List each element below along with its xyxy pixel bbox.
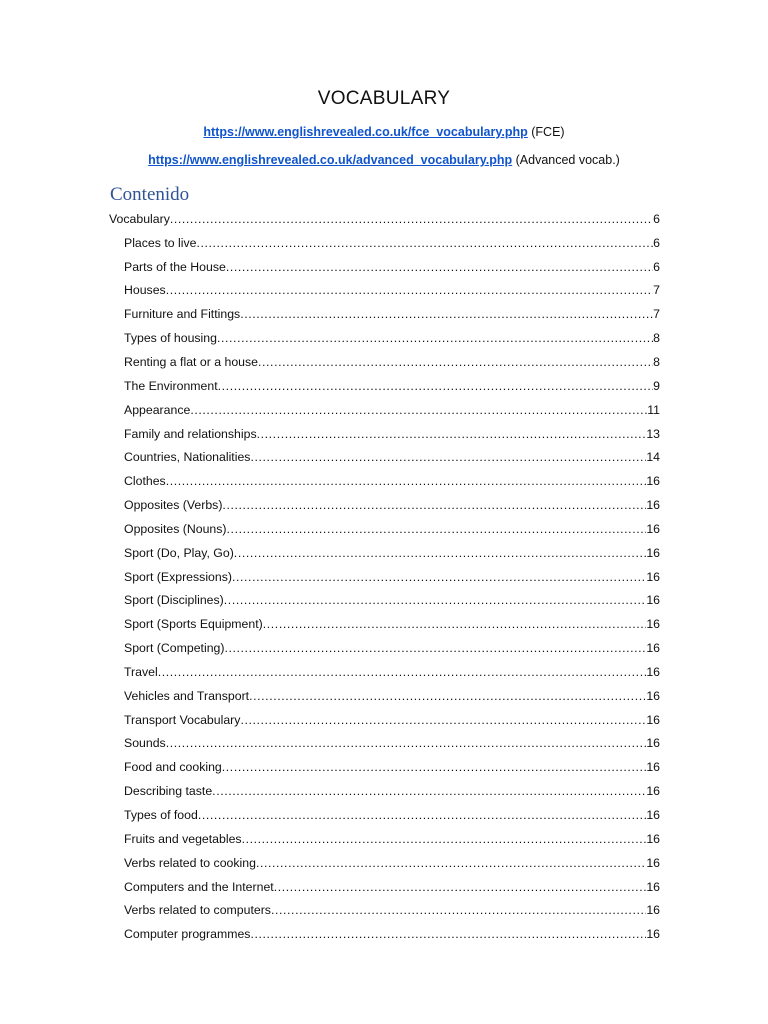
toc-entry-page-number: 6 <box>653 211 660 226</box>
toc-entry-label: Types of food <box>124 808 198 823</box>
toc-entry-label: Sport (Expressions) <box>124 569 232 584</box>
toc-leader-dots <box>217 331 653 345</box>
toc-entry[interactable] <box>109 875 660 899</box>
toc-leader-dots <box>250 450 646 464</box>
toc-leader-dots <box>240 307 653 321</box>
toc-entry[interactable] <box>109 660 660 684</box>
toc-entry-page-number: 16 <box>646 831 660 846</box>
fce-vocabulary-link[interactable]: https://www.englishrevealed.co.uk/fce_vocabulary.php <box>203 125 528 139</box>
toc-entry-page-number: 16 <box>646 855 660 870</box>
toc-entry-label: Sport (Do, Play, Go) <box>124 545 234 560</box>
toc-entry-page-number: 7 <box>653 283 660 298</box>
toc-entry[interactable] <box>109 708 660 732</box>
toc-entry-label: Verbs related to computers <box>124 903 271 918</box>
toc-entry-label: Sport (Sports Equipment) <box>124 617 263 632</box>
toc-entry[interactable] <box>109 803 660 827</box>
toc-entry[interactable] <box>109 398 660 422</box>
toc-leader-dots <box>170 212 653 226</box>
toc-entry[interactable] <box>109 922 660 946</box>
toc-leader-dots <box>222 498 646 512</box>
toc-entry-page-number: 16 <box>646 664 660 679</box>
toc-entry[interactable] <box>109 279 660 303</box>
toc-entry[interactable] <box>109 541 660 565</box>
toc-leader-dots <box>250 927 646 941</box>
toc-entry-page-number: 14 <box>646 450 660 465</box>
toc-entry-label: Countries, Nationalities <box>124 450 251 465</box>
toc-leader-dots <box>240 713 646 727</box>
toc-leader-dots <box>257 427 647 441</box>
toc-entry-page-number: 16 <box>646 903 660 918</box>
document-title: VOCABULARY <box>317 88 451 109</box>
toc-entry-page-number: 16 <box>646 736 660 751</box>
toc-leader-dots <box>234 546 647 560</box>
toc-entry-label: Sport (Disciplines) <box>124 593 224 608</box>
toc-entry-page-number: 13 <box>646 426 660 441</box>
toc-entry-page-number: 16 <box>646 474 660 489</box>
toc-entry[interactable] <box>109 231 660 255</box>
toc-entry-label: Food and cooking <box>124 760 222 775</box>
toc-leader-dots <box>158 665 647 679</box>
toc-entry-label: Verbs related to cooking <box>124 855 256 870</box>
toc-leader-dots <box>166 283 653 297</box>
toc-leader-dots <box>224 593 647 607</box>
toc-entry-page-number: 6 <box>653 259 660 274</box>
toc-entry[interactable] <box>109 827 660 851</box>
toc-entry-page-number: 16 <box>646 760 660 775</box>
link-line-advanced <box>0 153 768 167</box>
toc-leader-dots <box>190 403 647 417</box>
link-suffix: (Advanced vocab.) <box>512 153 620 167</box>
toc-entry[interactable] <box>109 326 660 350</box>
toc-entry-label: Fruits and vegetables <box>124 831 242 846</box>
toc-entry[interactable] <box>109 612 660 636</box>
toc-entry-page-number: 8 <box>653 354 660 369</box>
toc-entry[interactable] <box>109 779 660 803</box>
toc-leader-dots <box>258 355 653 369</box>
toc-entry-label: Transport Vocabulary <box>124 712 241 727</box>
toc-entry[interactable] <box>109 732 660 756</box>
toc-entry-page-number: 16 <box>646 641 660 656</box>
toc-leader-dots <box>222 760 647 774</box>
link-line-fce <box>0 125 768 139</box>
toc-entry-page-number: 16 <box>646 617 660 632</box>
table-of-contents <box>109 207 660 946</box>
toc-entry[interactable] <box>109 350 660 374</box>
toc-entry-label: Travel <box>124 664 158 679</box>
toc-entry-page-number: 16 <box>646 498 660 513</box>
toc-entry-label: Places to live <box>124 235 197 250</box>
toc-entry[interactable] <box>109 445 660 469</box>
toc-entry[interactable] <box>109 493 660 517</box>
toc-entry[interactable] <box>109 589 660 613</box>
toc-entry-page-number: 16 <box>646 569 660 584</box>
advanced-vocabulary-link[interactable]: https://www.englishrevealed.co.uk/advanced_vocabulary.php <box>148 153 513 167</box>
toc-entry-label: Opposites (Nouns) <box>124 521 227 536</box>
toc-entry-page-number: 16 <box>646 879 660 894</box>
toc-entry-label: Houses <box>124 283 166 298</box>
toc-entry-page-number: 16 <box>646 521 660 536</box>
toc-entry[interactable] <box>109 684 660 708</box>
toc-leader-dots <box>198 808 646 822</box>
toc-leader-dots <box>227 522 647 536</box>
toc-entry-page-number: 16 <box>646 784 660 799</box>
toc-entry-page-number: 16 <box>646 808 660 823</box>
toc-leader-dots <box>224 641 646 655</box>
link-suffix: (FCE) <box>527 125 565 139</box>
toc-entry[interactable] <box>109 302 660 326</box>
toc-entry-page-number: 16 <box>646 545 660 560</box>
toc-entry-label: Vehicles and Transport <box>124 688 250 703</box>
toc-leader-dots <box>166 736 647 750</box>
toc-entry[interactable] <box>109 898 660 922</box>
toc-entry[interactable] <box>109 422 660 446</box>
toc-leader-dots <box>196 236 653 250</box>
toc-entry-page-number: 16 <box>646 712 660 727</box>
toc-entry-label: The Environment <box>124 378 218 393</box>
toc-leader-dots <box>274 880 647 894</box>
toc-entry[interactable] <box>109 755 660 779</box>
toc-entry[interactable] <box>109 255 660 279</box>
toc-leader-dots <box>166 474 647 488</box>
toc-heading: Contenido <box>110 184 190 205</box>
toc-entry-label: Types of housing <box>124 331 217 346</box>
toc-entry-label: Parts of the House <box>124 259 226 274</box>
toc-entry-label: Renting a flat or a house <box>124 354 258 369</box>
toc-entry-label: Computers and the Internet <box>124 879 274 894</box>
toc-entry[interactable] <box>109 374 660 398</box>
toc-leader-dots <box>256 856 646 870</box>
toc-entry-label: Opposites (Verbs) <box>124 498 223 513</box>
toc-entry-page-number: 6 <box>653 235 660 250</box>
toc-entry-page-number: 16 <box>646 927 660 942</box>
toc-entry[interactable] <box>109 469 660 493</box>
toc-leader-dots <box>212 784 646 798</box>
toc-entry-page-number: 11 <box>647 402 660 417</box>
toc-entry-label: Clothes <box>124 474 166 489</box>
toc-entry[interactable] <box>109 565 660 589</box>
toc-leader-dots <box>232 570 646 584</box>
toc-entry-label: Sport (Competing) <box>124 641 225 656</box>
toc-leader-dots <box>218 379 654 393</box>
toc-entry[interactable] <box>109 517 660 541</box>
toc-entry[interactable] <box>109 851 660 875</box>
toc-entry-page-number: 7 <box>653 307 660 322</box>
toc-entry-label: Describing taste <box>124 784 213 799</box>
toc-entry-page-number: 8 <box>653 331 660 346</box>
toc-entry-page-number: 16 <box>646 593 660 608</box>
toc-entry-label: Furniture and Fittings <box>124 307 241 322</box>
toc-entry-page-number: 16 <box>646 688 660 703</box>
toc-leader-dots <box>271 903 646 917</box>
toc-leader-dots <box>242 832 647 846</box>
toc-entry[interactable] <box>109 207 660 231</box>
toc-entry-label: Computer programmes <box>124 927 251 942</box>
toc-entry-label: Vocabulary <box>109 211 170 226</box>
toc-leader-dots <box>249 689 646 703</box>
toc-entry-label: Appearance <box>124 402 191 417</box>
toc-entry-page-number: 9 <box>653 378 660 393</box>
toc-leader-dots <box>263 617 647 631</box>
toc-leader-dots <box>226 260 653 274</box>
toc-entry[interactable] <box>109 636 660 660</box>
toc-entry-label: Family and relationships <box>124 426 257 441</box>
toc-entry-label: Sounds <box>124 736 166 751</box>
